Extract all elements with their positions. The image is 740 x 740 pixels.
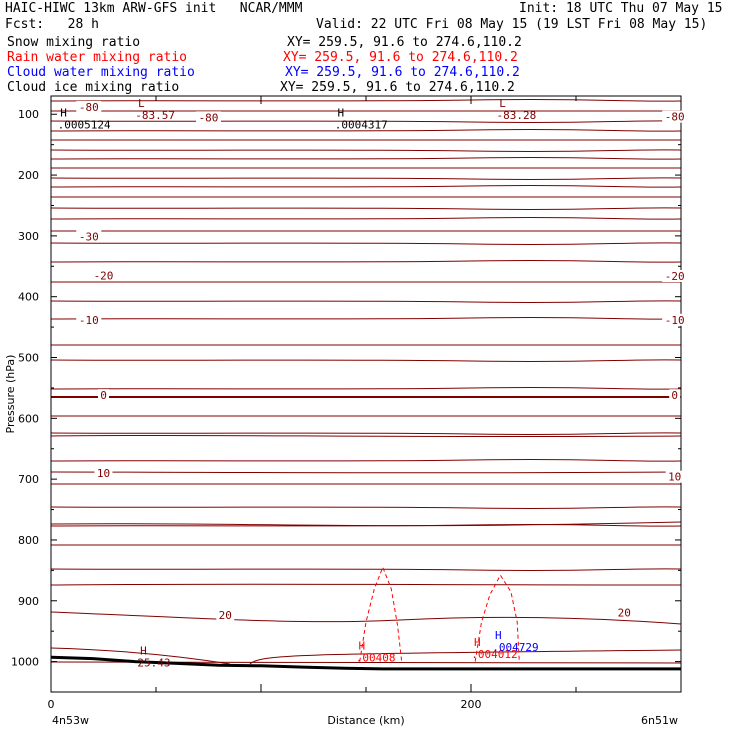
y-tick-label: 900 [18, 594, 39, 608]
extremum-mark: H [140, 644, 147, 658]
extremum-value: -83.28 [496, 108, 537, 122]
y-tick-label: 500 [18, 351, 39, 365]
plot-frame [51, 96, 681, 692]
contour-label: -10 [664, 313, 685, 327]
right-endpoint-label: 6n51w [641, 714, 678, 727]
isotherm-line [51, 157, 681, 159]
x-tick-label: 0 [47, 698, 55, 711]
y-axis-title: Pressure (hPa) [4, 354, 17, 434]
extremum-value: .0005124 [57, 118, 111, 132]
extremum-value: .004729 [492, 641, 539, 655]
contour-label: -10 [78, 313, 99, 327]
isotherm-line [51, 185, 681, 187]
field-name-rain: Rain water mixing ratio [7, 50, 188, 65]
extremum-mark: H [494, 629, 502, 643]
y-tick-label: 200 [18, 169, 39, 183]
isotherm-line [51, 612, 681, 624]
isotherm-line [51, 208, 681, 210]
init-time: Init: 18 UTC Thu 07 May 15 [519, 1, 723, 16]
contour-label: -80 [198, 111, 219, 125]
contour-label: -20 [664, 270, 685, 284]
contour-label: 10 [668, 470, 682, 484]
isotherm-line [51, 433, 681, 435]
contour-label: 20 [617, 606, 631, 620]
isotherm-line [51, 584, 681, 585]
extremum-value: .0004317 [334, 118, 388, 132]
extremum-mark: L [137, 96, 145, 110]
extremum-mark: H [358, 639, 366, 653]
field-xy-cloud-water: XY= 259.5, 91.6 to 274.6,110.2 [285, 65, 520, 80]
contour-label: 10 [96, 467, 111, 481]
extremum-mark: H [60, 106, 67, 120]
isotherm-line [51, 569, 681, 571]
isotherm-line [51, 472, 681, 473]
x-tick-label: 200 [460, 698, 482, 711]
isotherm-line [51, 150, 681, 152]
contour-label: 0 [100, 389, 107, 403]
field-xy-rain: XY= 259.5, 91.6 to 274.6,110.2 [283, 50, 518, 65]
y-tick-label: 700 [18, 473, 39, 487]
rain-mixing-contour [360, 567, 402, 661]
extremum-value: .00408 [355, 651, 396, 665]
extremum-value: .004012 [471, 647, 518, 661]
field-xy-cloud-ice: XY= 259.5, 91.6 to 274.6,110.2 [280, 80, 515, 95]
valid-time: Valid: 22 UTC Fri 08 May 15 (19 LST Fri 08 May 15) [316, 17, 708, 32]
isotherm-line [51, 217, 681, 219]
isotherm-line [51, 360, 681, 362]
y-tick-label: 400 [18, 290, 39, 304]
y-tick-label: 100 [18, 108, 39, 122]
y-tick-label: 1000 [11, 655, 39, 669]
y-tick-label: 800 [18, 533, 39, 547]
field-name-cloud-ice: Cloud ice mixing ratio [7, 80, 180, 95]
isotherm-line [51, 507, 681, 509]
field-xy-snow: XY= 259.5, 91.6 to 274.6,110.2 [287, 35, 522, 50]
contour-label: 20 [218, 608, 232, 622]
isotherm-line [51, 435, 681, 436]
extrema-markers [58, 97, 539, 669]
field-name-cloud-water: Cloud water mixing ratio [7, 65, 195, 80]
contour-label: -80 [664, 110, 685, 124]
isotherm-line [51, 459, 681, 461]
isotherm-line [51, 178, 681, 180]
isotherm-line [51, 260, 681, 262]
extremum-mark: L [499, 96, 506, 110]
contour-label: -20 [93, 269, 114, 283]
extremum-value: 25.43 [137, 656, 171, 670]
contour-label: -80 [78, 100, 99, 114]
left-endpoint-label: 4n53w [52, 714, 89, 727]
x-axis-title: Distance (km) [327, 714, 405, 727]
isotherm-line [51, 243, 681, 245]
field-name-snow: Snow mixing ratio [7, 35, 141, 50]
extremum-value: -83.57 [135, 108, 176, 122]
isotherm-line [51, 317, 681, 319]
temperature-contours [51, 96, 681, 664]
y-tick-label: 300 [18, 229, 39, 243]
forecast-hour: Fcst: 28 h [5, 17, 99, 32]
model-title: HAIC-HIWC 13km ARW-GFS init NCAR/MMM [5, 1, 303, 16]
extremum-mark: H [473, 635, 481, 649]
contour-label: 0 [671, 389, 679, 403]
contour-label: -30 [78, 230, 99, 244]
y-tick-label: 600 [18, 412, 39, 426]
isotherm-line [51, 301, 681, 303]
extremum-mark: H [337, 106, 345, 120]
isotherm-line [51, 387, 681, 389]
